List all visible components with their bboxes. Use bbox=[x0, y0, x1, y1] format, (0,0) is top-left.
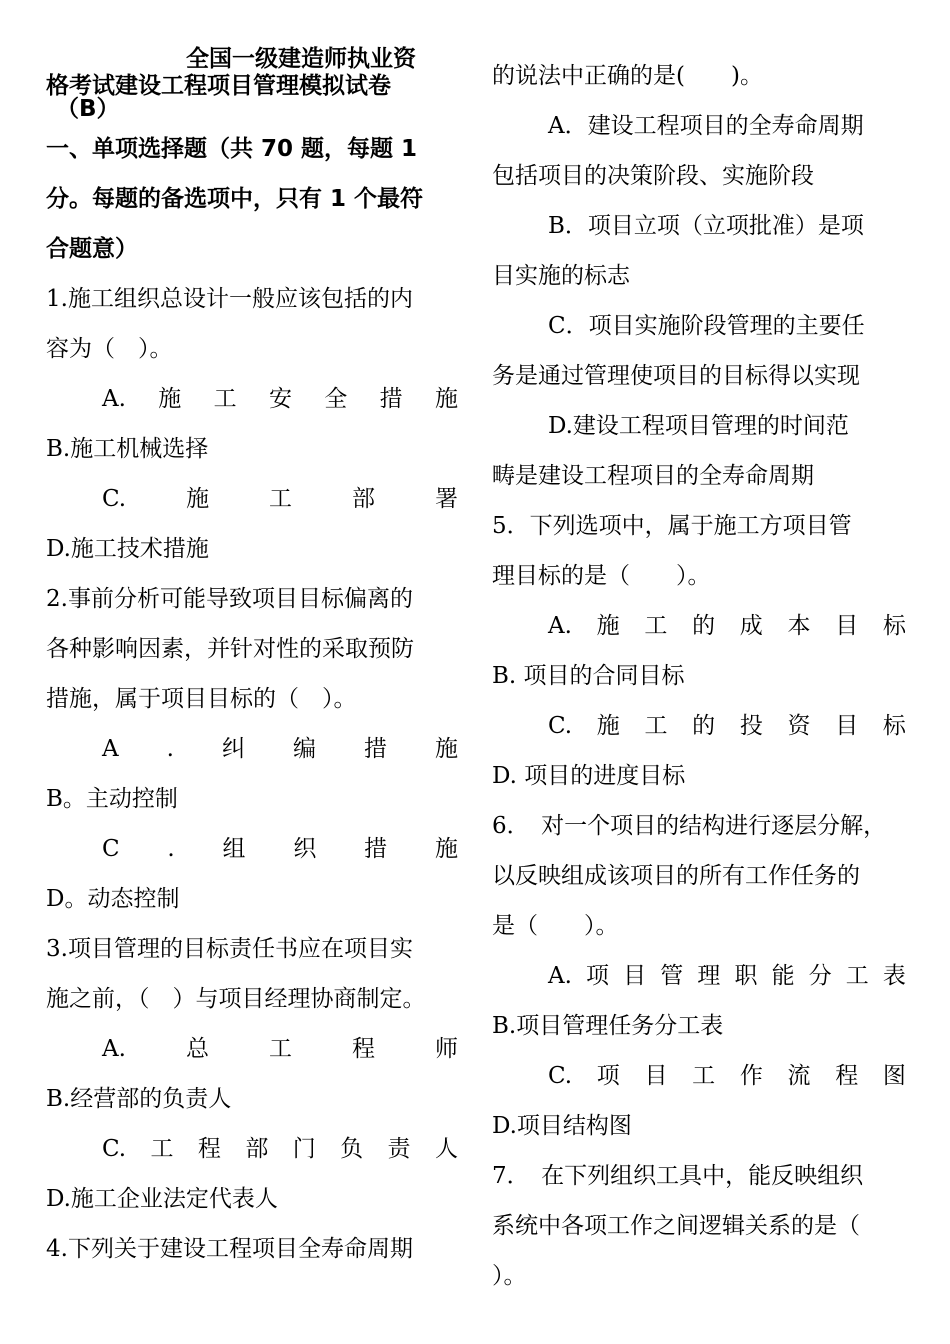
q4-option-c-line-2: 务是通过管理使项目的目标得以实现 bbox=[492, 363, 860, 389]
q3-option-b: B.经营部的负责人 bbox=[46, 1086, 232, 1112]
q5-option-b: B. 项目的合同目标 bbox=[492, 663, 685, 689]
q1-stem-line-1: 1.施工组织总设计一般应该包括的内 bbox=[46, 286, 413, 312]
q3-option-c: C. 工 程 部 门 负 责 人 bbox=[102, 1136, 458, 1162]
section-heading-line-1: 一、单项选择题（共 70 题，每题 1 bbox=[46, 136, 418, 162]
q6-stem-line-2: 以反映组成该项目的所有工作任务的 bbox=[492, 863, 860, 889]
q4-option-a-line-1: A．建设工程项目的全寿命周期 bbox=[548, 113, 864, 139]
q5-option-c: C. 施 工 的 投 资 目 标 bbox=[548, 713, 906, 739]
q7-stem-line-2: 系统中各项工作之间逻辑关系的是（ bbox=[492, 1213, 860, 1239]
title-line-2: 格考试建设工程项目管理模拟试卷 bbox=[46, 73, 391, 99]
q1-option-a: A. 施 工 安 全 措 施 bbox=[102, 386, 458, 412]
q5-option-a: A. 施 工 的 成 本 目 标 bbox=[548, 613, 906, 639]
q2-option-c: C . 组 织 措 施 bbox=[102, 836, 458, 862]
q4-option-a-line-2: 包括项目的决策阶段、实施阶段 bbox=[492, 163, 814, 189]
q6-stem-line-1: 6． 对一个项目的结构进行逐层分解， bbox=[492, 813, 887, 839]
q4-option-b-line-2: 目实施的标志 bbox=[492, 263, 630, 289]
q3-option-d: D.施工企业法定代表人 bbox=[46, 1186, 278, 1212]
title-line-1: 全国一级建造师执业资 bbox=[186, 46, 416, 72]
q3-stem-line-2: 施之前，（ ）与项目经理协商制定。 bbox=[46, 986, 426, 1012]
q1-option-d: D.施工技术措施 bbox=[46, 536, 209, 562]
q4-option-d-line-1: D.建设工程项目管理的时间范 bbox=[548, 413, 849, 439]
q6-option-d: D.项目结构图 bbox=[492, 1113, 632, 1139]
q6-option-c: C. 项 目 工 作 流 程 图 bbox=[548, 1063, 906, 1089]
q6-option-a: A. 项 目 管 理 职 能 分 工 表 bbox=[548, 963, 906, 989]
q5-stem-line-1: 5．下列选项中，属于施工方项目管 bbox=[492, 513, 852, 539]
q7-stem-line-1: 7． 在下列组织工具中，能反映组织 bbox=[492, 1163, 864, 1189]
section-heading-line-3: 合题意） bbox=[46, 236, 138, 262]
q6-stem-line-3: 是（ ）。 bbox=[492, 913, 619, 939]
q2-stem-line-3: 措施，属于项目目标的（ ）。 bbox=[46, 686, 357, 712]
q2-option-d: D。动态控制 bbox=[46, 886, 180, 912]
q3-stem-line-1: 3.项目管理的目标责任书应在项目实 bbox=[46, 936, 413, 962]
q1-option-c: C. 施 工 部 署 bbox=[102, 486, 458, 512]
q6-option-b: B.项目管理任务分工表 bbox=[492, 1013, 724, 1039]
q4-stem-line-1: 4.下列关于建设工程项目全寿命周期 bbox=[46, 1236, 413, 1262]
q3-option-a: A. 总 工 程 师 bbox=[102, 1036, 458, 1062]
section-heading-line-2: 分。每题的备选项中，只有 1 个最符 bbox=[46, 186, 424, 212]
q1-option-b: B.施工机械选择 bbox=[46, 436, 209, 462]
q4-option-b-line-1: B．项目立项（立项批准）是项 bbox=[548, 213, 864, 239]
q7-stem-line-3: ）。 bbox=[492, 1263, 527, 1289]
q5-option-d: D. 项目的进度目标 bbox=[492, 763, 686, 789]
q1-stem-line-2: 容为（ ）。 bbox=[46, 336, 173, 362]
q4-option-d-line-2: 畴是建设工程项目的全寿命周期 bbox=[492, 463, 814, 489]
q2-option-b: B。主动控制 bbox=[46, 786, 178, 812]
q4-option-c-line-1: C．项目实施阶段管理的主要任 bbox=[548, 313, 865, 339]
q5-stem-line-2: 理目标的是（ ）。 bbox=[492, 563, 711, 589]
q2-stem-line-1: 2.事前分析可能导致项目目标偏离的 bbox=[46, 586, 413, 612]
q4-stem-line-2: 的说法中正确的是( )。 bbox=[492, 63, 763, 89]
q2-stem-line-2: 各种影响因素，并针对性的采取预防 bbox=[46, 636, 414, 662]
q2-option-a: A . 纠 编 措 施 bbox=[102, 736, 458, 762]
title-line-3: （B） bbox=[56, 96, 120, 122]
